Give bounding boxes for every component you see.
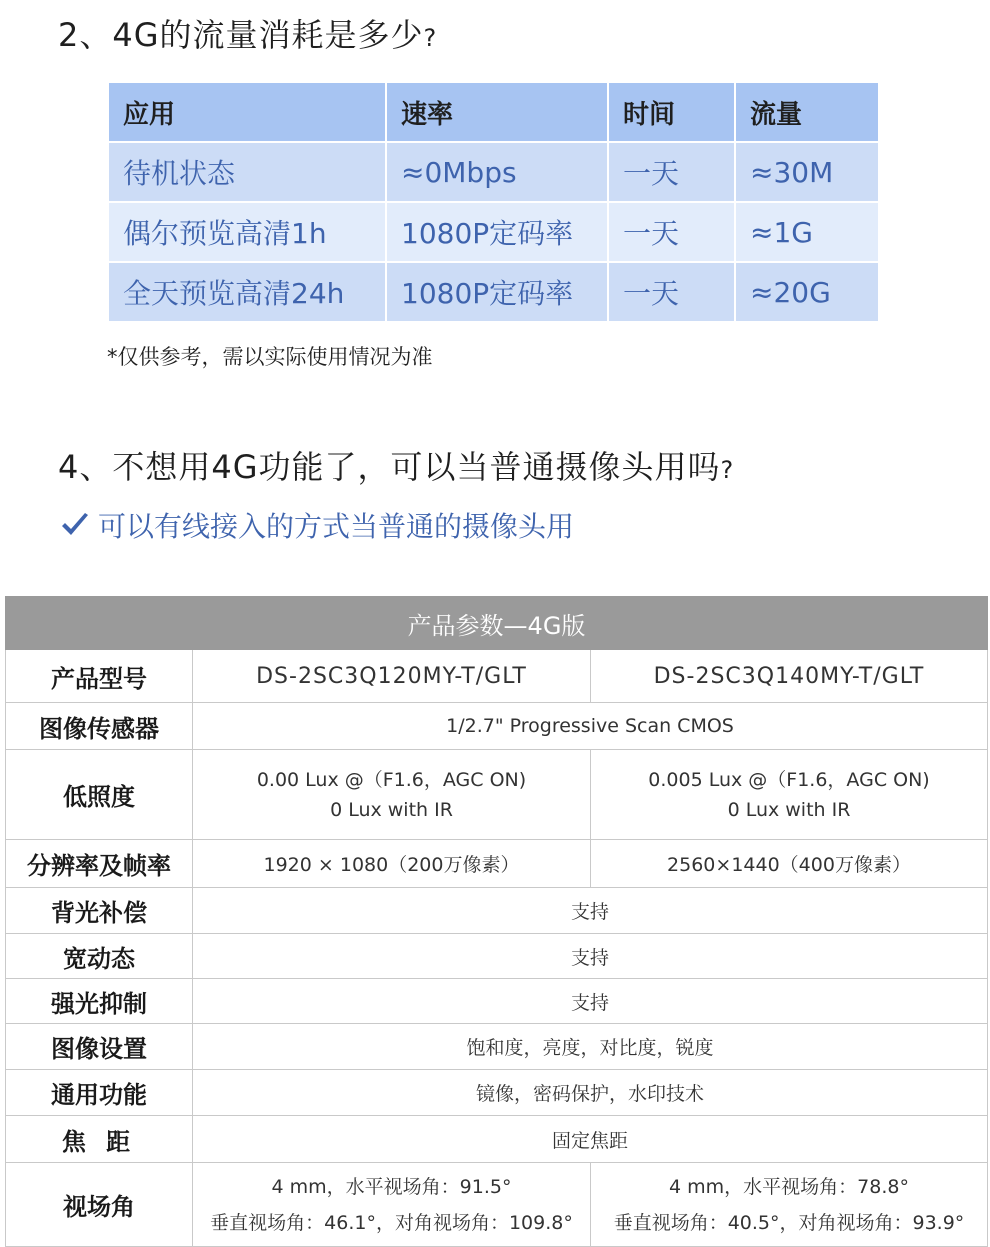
spec-row-blc	[6, 888, 988, 934]
section-2-heading	[58, 10, 437, 56]
cell-rate: ≈0Mbps	[386, 142, 608, 202]
spec-label-model: 产品型号	[6, 650, 193, 703]
spec-lowlight-a-line2: 0 Lux with IR	[330, 798, 453, 821]
spec-label-lowlight: 低照度	[6, 750, 193, 840]
data-usage-table	[107, 81, 880, 323]
spec-row-sensor	[6, 703, 988, 750]
header-rate: 速率	[386, 82, 608, 142]
spec-label-focal: 焦 距	[6, 1116, 193, 1163]
product-spec-table	[5, 596, 988, 1247]
table-row	[108, 202, 879, 262]
spec-general-value: 镜像，密码保护，水印技术	[193, 1070, 988, 1116]
spec-label-general: 通用功能	[6, 1070, 193, 1116]
spec-image-value: 饱和度，亮度，对比度，锐度	[193, 1024, 988, 1070]
spec-row-general	[6, 1070, 988, 1116]
spec-wdr-value: 支持	[193, 934, 988, 979]
table-row	[108, 142, 879, 202]
spec-blc-value: 支持	[193, 888, 988, 934]
section-2-title: 2、4G的流量消耗是多少	[58, 16, 424, 54]
spec-label-blc: 背光补偿	[6, 888, 193, 934]
spec-fov-a	[193, 1163, 591, 1247]
cell-time: 一天	[608, 202, 735, 262]
cell-application: 待机状态	[108, 142, 386, 202]
spec-hlc-value: 支持	[193, 979, 988, 1024]
section-2-question-mark: ?	[423, 24, 438, 52]
cell-application: 偶尔预览高清1h	[108, 202, 386, 262]
spec-fov-b	[591, 1163, 988, 1247]
answer-line	[60, 505, 574, 545]
spec-resolution-a: 1920 × 1080（200万像素）	[193, 840, 591, 888]
reference-note: *仅供参考，需以实际使用情况为准	[107, 345, 433, 369]
spec-fov-a-line1: 4 mm，水平视场角：91.5°	[271, 1175, 512, 1198]
header-traffic: 流量	[735, 82, 879, 142]
cell-rate: 1080P定码率	[386, 202, 608, 262]
cell-traffic: ≈20G	[735, 262, 879, 322]
spec-sensor-value: 1/2.7" Progressive Scan CMOS	[193, 703, 988, 750]
cell-traffic: ≈30M	[735, 142, 879, 202]
spec-model-b: DS-2SC3Q140MY-T/GLT	[591, 650, 988, 703]
header-application: 应用	[108, 82, 386, 142]
spec-lowlight-b-line1: 0.005 Lux @（F1.6，AGC ON)	[648, 768, 930, 791]
spec-row-image	[6, 1024, 988, 1070]
spec-label-resolution: 分辨率及帧率	[6, 840, 193, 888]
section-4-title: 4、不想用4G功能了，可以当普通摄像头用吗	[58, 448, 721, 486]
spec-row-wdr	[6, 934, 988, 979]
checkmark-icon	[60, 512, 90, 538]
table-header-row	[108, 82, 879, 142]
spec-lowlight-b-line2: 0 Lux with IR	[727, 798, 851, 821]
cell-time: 一天	[608, 262, 735, 322]
spec-label-image: 图像设置	[6, 1024, 193, 1070]
spec-row-resolution	[6, 840, 988, 888]
spec-lowlight-b	[591, 750, 988, 840]
table-row	[108, 262, 879, 322]
cell-application: 全天预览高清24h	[108, 262, 386, 322]
spec-title-row	[6, 597, 988, 650]
section-4-question-mark: ?	[720, 456, 735, 484]
spec-fov-a-line2: 垂直视场角：46.1°，对角视场角：109.8°	[210, 1211, 573, 1234]
spec-row-focal	[6, 1116, 988, 1163]
cell-traffic: ≈1G	[735, 202, 879, 262]
spec-label-fov: 视场角	[6, 1163, 193, 1247]
spec-row-model	[6, 650, 988, 703]
spec-resolution-b: 2560×1440（400万像素）	[591, 840, 988, 888]
cell-rate: 1080P定码率	[386, 262, 608, 322]
section-4-heading	[58, 442, 734, 488]
spec-model-a: DS-2SC3Q120MY-T/GLT	[193, 650, 591, 703]
spec-fov-b-line2: 垂直视场角：40.5°，对角视场角：93.9°	[613, 1211, 965, 1234]
spec-row-hlc	[6, 979, 988, 1024]
spec-title: 产品参数—4G版	[6, 597, 988, 650]
spec-row-lowlight	[6, 750, 988, 840]
spec-label-sensor: 图像传感器	[6, 703, 193, 750]
spec-lowlight-a	[193, 750, 591, 840]
spec-focal-value: 固定焦距	[193, 1116, 988, 1163]
spec-lowlight-a-line1: 0.00 Lux @（F1.6，AGC ON)	[256, 768, 527, 791]
spec-label-hlc: 强光抑制	[6, 979, 193, 1024]
cell-time: 一天	[608, 142, 735, 202]
spec-label-wdr: 宽动态	[6, 934, 193, 979]
spec-fov-b-line1: 4 mm，水平视场角：78.8°	[669, 1175, 909, 1198]
spec-row-fov	[6, 1163, 988, 1247]
answer-text: 可以有线接入的方式当普通的摄像头用	[98, 510, 575, 543]
header-time: 时间	[608, 82, 735, 142]
